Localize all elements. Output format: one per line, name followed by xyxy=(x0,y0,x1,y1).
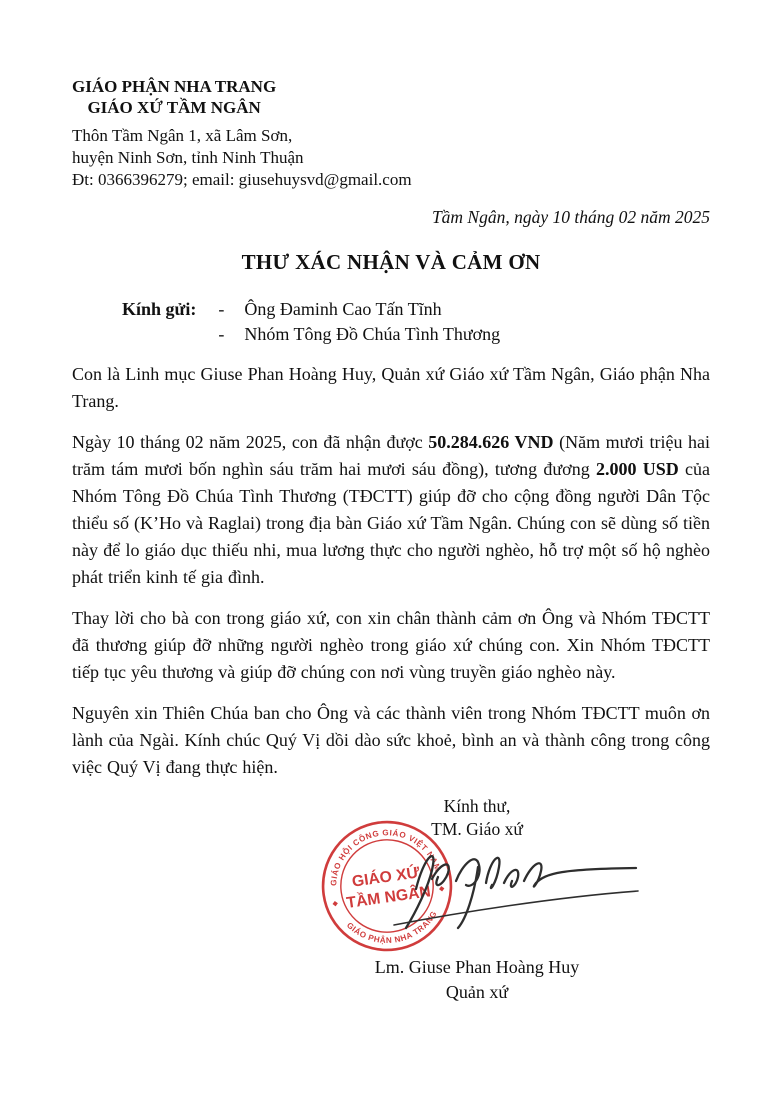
on-behalf-of: TM. Giáo xứ xyxy=(431,819,523,839)
list-dash: - xyxy=(218,324,225,344)
list-dash: - xyxy=(218,299,225,319)
salutation: Kính thư, xyxy=(443,796,511,816)
signature-scribble xyxy=(386,835,648,937)
signer-block xyxy=(312,955,642,1005)
seal-separator-icon: ◆ xyxy=(331,899,339,908)
recipient-name: Nhóm Tông Đồ Chúa Tình Thương xyxy=(244,324,501,344)
closing-block xyxy=(72,795,710,1035)
recipients-label: Kính gửi: xyxy=(122,299,197,319)
recipient-item xyxy=(218,297,500,322)
parish-name: GIÁO XỨ TẦM NGÂN xyxy=(87,98,261,117)
recipient-name: Ông Đaminh Cao Tấn Tĩnh xyxy=(244,299,442,319)
address-line-1: Thôn Tầm Ngân 1, xã Lâm Sơn, xyxy=(72,126,293,145)
dateline: Tầm Ngân, ngày 10 tháng 02 năm 2025 xyxy=(431,207,710,227)
seal-bottom-arc-text: GIÁO PHẬN NHA TRANG xyxy=(344,909,439,946)
address-block xyxy=(72,125,710,191)
address-line-2: huyện Ninh Sơn, tỉnh Ninh Thuận xyxy=(72,148,304,167)
letter-title: THƯ XÁC NHẬN VÀ CẢM ƠN xyxy=(241,250,541,274)
signer-name: Lm. Giuse Phan Hoàng Huy xyxy=(374,957,580,977)
diocese-name: GIÁO PHẬN NHA TRANG xyxy=(72,77,277,96)
body-paragraph-intro: Con là Linh mục Giuse Phan Hoàng Huy, Quản xứ Giáo xứ Tầm Ngân, Giáo phận Nha Trang. xyxy=(72,364,710,411)
seal-top-arc-text: GIÁO HỘI CÔNG GIÁO VIỆT NAM xyxy=(329,828,443,887)
seal-center-line-2: TẦM NGÂN xyxy=(345,883,432,912)
signer-title: Quản xứ xyxy=(445,982,509,1002)
recipient-item xyxy=(218,322,500,347)
body-paragraph-blessing: Nguyên xin Thiên Chúa ban cho Ông và các thành viên trong Nhóm TĐCTT muôn ơn lành của Ngài. Kính chúc Quý Vị dồi dào sức khoẻ, bình an và thành công trong công việc Quý Vị đang thực hiện. xyxy=(72,703,710,777)
body-paragraph-thanks: Thay lời cho bà con trong giáo xứ, con xin chân thành cảm ơn Ông và Nhóm TĐCTT đã thương giúp đỡ những người nghèo trong giáo xứ chúng con. Xin Nhóm TĐCTT tiếp tục yêu thương và giúp đỡ chúng con nơi vùng truyền giáo nghèo này. xyxy=(72,608,710,682)
letterhead xyxy=(72,76,276,118)
seal-separator-icon: ◆ xyxy=(438,884,445,893)
recipient-list xyxy=(218,297,500,347)
recipients-block xyxy=(72,297,710,347)
contact-line: Đt: 0366396279; email: giusehuysvd@gmail.com xyxy=(72,170,412,189)
body-paragraph-amount: Ngày 10 tháng 02 năm 2025, con đã nhận được 50.284.626 VND (Năm mươi triệu hai trăm tám mươi bốn nghìn sáu trăm hai mươi sáu đồng), tương đương 2.000 USD của Nhóm Tông Đồ Chúa Tình Thương (TĐCTT) giúp đỡ cho cộng đồng người Dân Tộc thiểu số (K’Ho và Raglai) trong địa bàn Giáo xứ Tầm Ngân. Chúng con sẽ dùng số tiền này để lo giáo dục thiếu nhi, mua lương thực cho người nghèo, hỗ trợ một số hộ nghèo phát triển kinh tế gia đình. xyxy=(72,432,711,587)
seal-center-line-1: GIÁO XỨ xyxy=(350,864,421,891)
